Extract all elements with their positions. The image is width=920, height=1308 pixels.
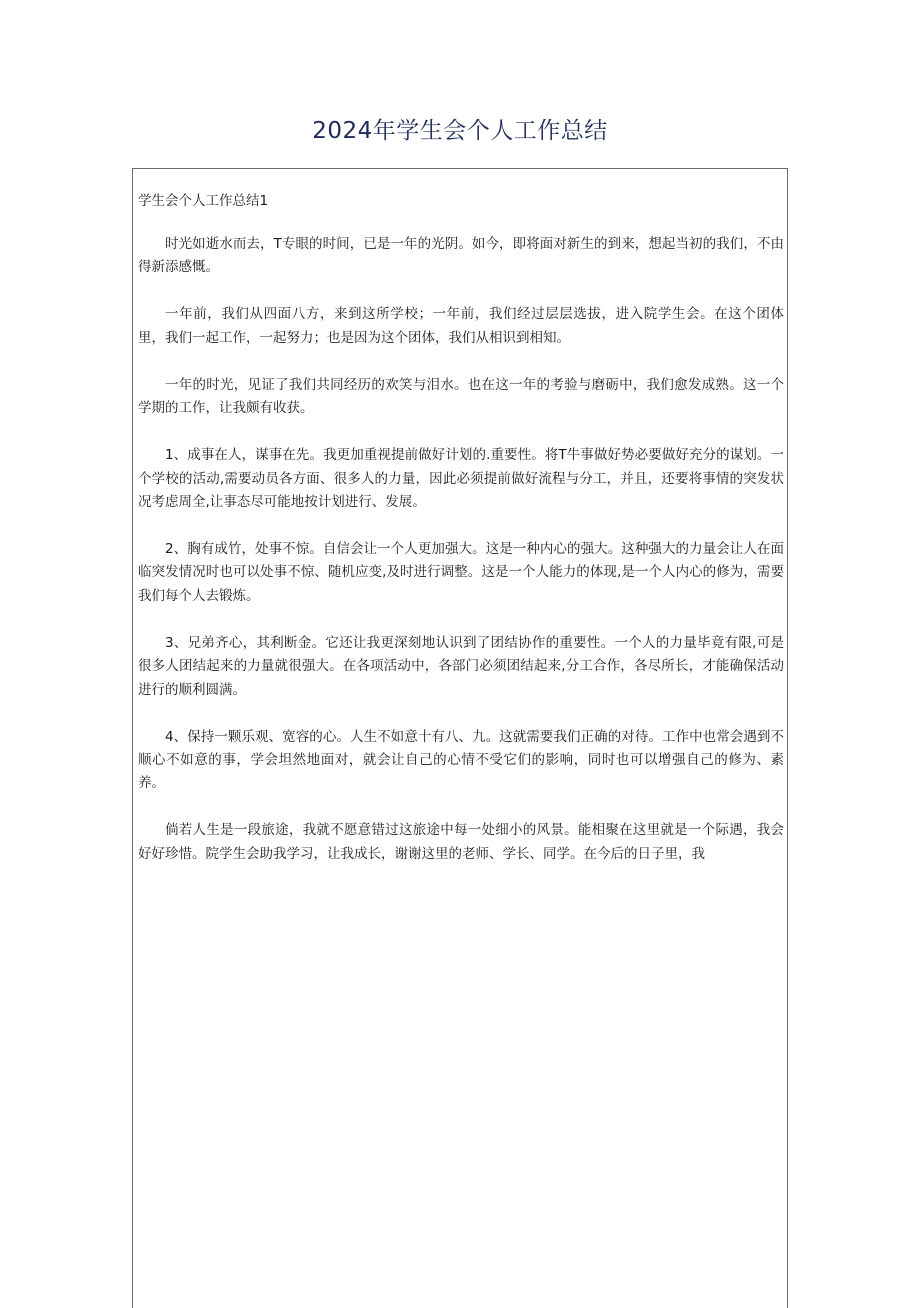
paragraph-point-4: 4、保持一颗乐观、宽容的心。人生不如意十有八、九。这就需要我们正确的对待。工作中也常会遇到不顺心不如意的事，学会坦然地面对，就会让自己的心情不受它们的影响，同时也可以增强自己的修为、素养。 <box>138 728 784 792</box>
paragraph-one-year-ago: 一年前，我们从四面八方，来到这所学校；一年前，我们经过层层选拔，进入院学生会。在这个团体里，我们一起工作，一起努力；也是因为这个团体，我们从相识到相知。 <box>138 306 784 346</box>
paragraph-point-2: 2、胸有成竹，处事不惊。自信会让一个人更加强大。这是一种内心的强大。这种强大的力量会让人在面临突发情况时也可以处事不惊、随机应变,及时进行调整。这是一个人能力的体现,是一个人内心的修为，需要我们每个人去锻炼。 <box>138 541 784 604</box>
paragraph-closing: 倘若人生是一段旅途，我就不愿意错过这旅途中每一处细小的风景。能相聚在这里就是一个际遇，我会好好珍惜。院学生会助我学习，让我成长，谢谢这里的老师、学长、同学。在今后的日子里，我 <box>138 822 784 862</box>
paragraph-intro: 时光如逝水而去，T专眼的时间，已是一年的光阴。如今，即将面对新生的到来，想起当初的我们，不由得新添感慨。 <box>138 236 784 276</box>
body-text <box>138 233 784 890</box>
document-title: 2024年学生会个人工作总结 <box>312 118 608 144</box>
paragraph-point-1: 1、成事在人，谋事在先。我更加重视提前做好计划的.重要性。将T牛事做好势必要做好充分的谋划。一个学校的活动,需要动员各方面、很多人的力量，因此必须提前做好流程与分工，并且，还要将事情的突发状况考虑周全,让事态尽可能地按计划进行、发展。 <box>138 447 784 511</box>
paragraph-point-3: 3、兄弟齐心，其利断金。它还让我更深刻地认识到了团结协作的重要性。一个人的力量毕竟有限,可是很多人团结起来的力量就很强大。在各项活动中，各部门必须团结起来,分工合作，各尽所长，才能确保活动进行的顺利圆满。 <box>138 634 784 698</box>
section-heading: 学生会个人工作总结1 <box>138 193 269 209</box>
content-frame <box>132 168 788 1308</box>
paragraph-one-year-time: 一年的时光，见证了我们共同经历的欢笑与泪水。也在这一年的考验与磨砺中，我们愈发成熟。这一个学期的工作，让我颇有收获。 <box>138 376 784 417</box>
